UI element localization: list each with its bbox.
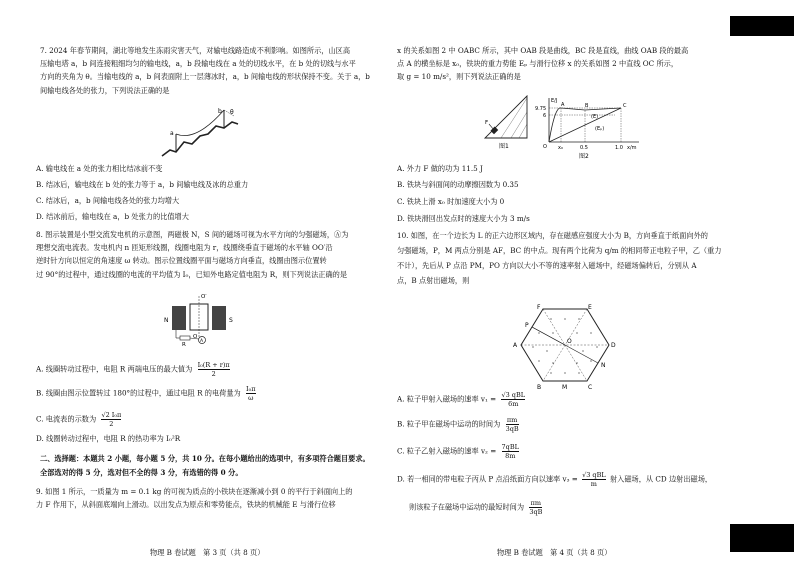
q9-line: x 的关系如图 2 中 OABC 所示，其中 OAB 段是曲线，BC 段是直线，曲线 OAB 段的最高	[397, 46, 689, 55]
incline	[485, 96, 527, 138]
fraction	[529, 499, 542, 516]
point-a-label: A	[561, 102, 565, 108]
q8-option-c-text: C. 电流表的示数为	[36, 414, 97, 424]
fraction	[198, 361, 230, 378]
fraction	[502, 443, 519, 460]
q10-hexagon-figure	[513, 304, 616, 391]
point-p: P	[525, 322, 529, 329]
q8-option-d: D. 线圈转动过程中，电阻 R 的热功率为 I₀²R	[36, 434, 181, 443]
label-f: F	[485, 120, 489, 126]
q9-option-c: C. 铁块上滑 x₀ 时加速度大小为 0	[397, 197, 505, 206]
fraction	[501, 391, 525, 408]
numerator: 7qBL	[501, 443, 519, 451]
q8-line: 理想交流电流表。发电机内 n 匝矩形线圈，线圈电阻为 r，线圈绕垂直于磁场的水平轴 OO′沿	[36, 243, 333, 253]
q8-option-c	[36, 411, 121, 428]
q8-option-a-text: A. 线圈转动过程中，电阻 R 两端电压的最大值为	[36, 364, 193, 374]
label-o: O	[193, 334, 198, 340]
section-2-subtitle: 全部选对的得 5 分，选对但不全的得 3 分，有选错的得 0 分。	[40, 468, 243, 477]
label-b: b	[218, 108, 222, 115]
q10-line: 匀强磁场，P，M 两点分别是 AF，BC 的中点。现有两个比荷为 q/m 的相同带正电粒子甲，乙（重力	[397, 246, 722, 255]
x-tick-x0: x₀	[558, 145, 563, 151]
magnet-n	[172, 306, 186, 330]
point-m: M	[562, 384, 568, 391]
q8-option-b-text: B. 线圈由图示位置转过 180°的过程中，通过电阻 R 的电荷量为	[36, 388, 241, 398]
label-a: a	[170, 130, 174, 137]
y-axis-label: E/J	[551, 98, 558, 104]
y-tick-6: 6	[543, 113, 547, 119]
q7-line: 7. 2024 年春节期间，湖北等地发生冻雨灾害天气，对输电线路造成不利影响。如图所示，山区高	[40, 46, 351, 55]
point-o: O	[567, 338, 572, 345]
question-7-stem	[40, 44, 370, 97]
denominator: 3qB	[505, 425, 519, 433]
q9-line: 点 A 的横坐标是 x₀，铁块的重力势能 Eₚ 与滑行位移 x 的关系如图 2 中直线 OC 所示，	[397, 59, 679, 69]
q9-line: 取 g = 10 m/s²，则下列说法正确的是	[397, 72, 521, 82]
q10-option-d	[397, 471, 712, 488]
denominator: m	[590, 480, 597, 488]
page-footer-4: 物理 B 卷试题 第 4 页（共 8 页）	[497, 548, 612, 557]
q8-line: 过 90°的过程中，通过线圈的电流的平均值为 I₀，已知外电路定值电阻为 R，则下列说法正确的是	[36, 269, 348, 279]
q9-line: 9. 如图 1 所示，一质量为 m = 0.1 kg 的可视为质点的小铁块在逐渐减小到 0 的平行于斜面向上的	[36, 487, 353, 496]
numerator: πm	[530, 499, 542, 507]
resistor-r	[180, 336, 190, 340]
fraction	[246, 385, 255, 402]
denominator: 3qB	[529, 508, 543, 516]
q10-option-d-text-2: 则该粒子在磁场中运动的最短时间为	[409, 502, 525, 512]
q10-line: 不计），先后从 P 点沿 PM，PO 方向以大小不等的速率射入磁场中，经磁场偏转后，分别从 A	[397, 261, 697, 270]
q10-option-c	[397, 443, 519, 460]
q9-option-a: A. 外力 F 做的功为 11.5 J	[397, 164, 483, 173]
q10-option-a	[397, 391, 525, 408]
label-ammeter-a: A	[200, 339, 204, 344]
label-n: N	[164, 317, 169, 324]
q9-option-d: D. 铁块滑回出发点时的速度大小为 3 m/s	[397, 214, 530, 223]
label-r: R	[182, 342, 186, 348]
path-po	[532, 327, 565, 345]
page-tab-marker-bottom	[730, 524, 794, 552]
q9-option-b: B. 铁块与斜面间的动摩擦因数为 0.35	[397, 180, 519, 189]
q10-option-b	[397, 416, 519, 433]
fraction	[506, 416, 519, 433]
numerator: √3 qBL	[501, 391, 526, 399]
q10-option-c-text: C. 粒子乙射入磁场的速率 v₂ =	[397, 446, 497, 456]
page-footer-3: 物理 B 卷试题 第 3 页（共 8 页）	[150, 548, 265, 557]
denominator: 2	[109, 420, 114, 428]
q8-line: 8. 图示装置是小型交流发电机的示意图，两磁极 N，S 间的磁场可视为水平方向的匀强磁场，Ⓐ为	[36, 230, 349, 239]
x-tick-1-0: 1.0	[615, 145, 623, 151]
question-10-stem	[397, 228, 722, 288]
fraction	[101, 411, 121, 428]
vertex-b: B	[537, 384, 542, 391]
vertex-e: E	[588, 304, 592, 311]
label-theta: θ	[230, 109, 234, 116]
figure-1-caption: 图1	[499, 143, 509, 150]
point-n: N	[601, 362, 606, 369]
question-9-stem-cont	[397, 44, 688, 84]
q9-figure-2-energy-graph	[535, 96, 645, 160]
numerator: √2 I₀π	[101, 411, 122, 419]
numerator: I₀π	[246, 385, 256, 393]
magnetic-field-dots	[532, 318, 597, 373]
fraction	[582, 471, 606, 488]
denominator: 2	[211, 370, 216, 378]
magnet-s	[212, 306, 226, 330]
q8-line: 逆时针方向以恒定的角速度 ω 转动。图示位置线圈平面与磁场方向垂直，线圈由图示位置转	[36, 256, 327, 266]
y-tick-9-75: 9.75	[535, 106, 547, 112]
denominator: 6m	[508, 400, 519, 408]
q10-line: 10. 如图，在一个边长为 L 的正六边形区域内，存在磁感应强度大小为 B，方向垂直于纸面向外的	[397, 231, 708, 240]
q7-option-c: C. 结冰后，a，b 间输电线各处的张力均增大	[36, 196, 180, 205]
point-c-label: C	[623, 103, 627, 109]
q10-option-d-text: D. 若一相同的带电粒子丙从 P 点沿纸面方向以速率 v₃ =	[397, 474, 578, 484]
curve-e-label: (E)	[591, 114, 599, 120]
power-line	[176, 110, 224, 136]
label-o-prime: O′	[201, 294, 207, 300]
q8-option-a	[36, 361, 230, 378]
right-page	[397, 0, 794, 561]
figure-2-caption: 图2	[579, 153, 589, 160]
q9-figure-1-incline	[481, 92, 531, 150]
numerator: √3 qBL	[582, 471, 606, 479]
q7-option-b: B. 结冰后，输电线在 b 处的张力等于 a，b 间输电线及冰的总重力	[36, 180, 249, 189]
q10-option-d-text-post: 射入磁场，从 CD 边射出磁场，	[609, 474, 713, 484]
q8-option-b	[36, 385, 256, 402]
mountain-terrain	[162, 122, 238, 156]
curve-oab-mechanical-energy	[549, 108, 585, 142]
q10-line: 点，B 点射出磁场，则	[397, 276, 470, 285]
numerator: πm	[506, 416, 518, 424]
line-bc-mechanical-energy	[585, 108, 621, 110]
q10-option-d-line-2	[409, 499, 542, 516]
curve-ep-label: (Eₚ)	[595, 126, 605, 132]
question-8-stem	[36, 228, 348, 281]
x-axis-label: x/m	[627, 145, 637, 151]
q7-power-line-figure	[160, 108, 240, 162]
vertex-c: C	[588, 384, 593, 391]
section-2-title: 二、选择题：本题共 2 小题，每小题 5 分，共 10 分。在每小题给出的选项中，有多项符合题目要求。	[40, 454, 370, 463]
q7-option-d: D. 结冰前后，输电线在 a，b 处张力的比值增大	[36, 212, 189, 221]
question-9-stem-start	[36, 485, 352, 511]
q7-line: 间输电线各处的张力，下列说法正确的是	[40, 85, 170, 95]
vertex-a: A	[513, 342, 518, 349]
label-s: S	[229, 317, 233, 324]
point-b-label: B	[585, 103, 589, 109]
numerator: I₀(R + r)π	[197, 361, 230, 369]
page-tab-marker-top	[730, 16, 794, 36]
q10-option-b-text: B. 粒子甲在磁场中运动的时间为	[397, 419, 501, 429]
q8-generator-figure	[164, 292, 242, 348]
q10-option-a-text: A. 粒子甲射入磁场的速率 v₁ =	[397, 394, 497, 404]
q9-line: 力 F 作用下，从斜面底端向上滑动。以出发点为原点和零势能点，铁块的机械能 E 与滑行位移	[36, 500, 336, 510]
x-tick-0-5: 0.5	[580, 145, 588, 151]
origin-label: O	[543, 144, 547, 150]
q7-line: 压输电塔 a，b 间连接粗细均匀的输电线，a，b 段输电线在 a 处的切线水平，在 b 处的切线与水平	[40, 59, 356, 69]
vertex-d: D	[611, 342, 616, 349]
q7-line: 方向的夹角为 θ。当输电线的 a，b 间表面附上一层薄冰时，a，b 间输电线的形状保持不变。关于 a，b	[40, 72, 370, 82]
denominator: 8m	[505, 452, 516, 460]
q7-option-a: A. 输电线在 a 处的张力相比结冰前不变	[36, 164, 163, 173]
vertex-f: F	[537, 304, 541, 311]
denominator: ω	[248, 394, 254, 402]
